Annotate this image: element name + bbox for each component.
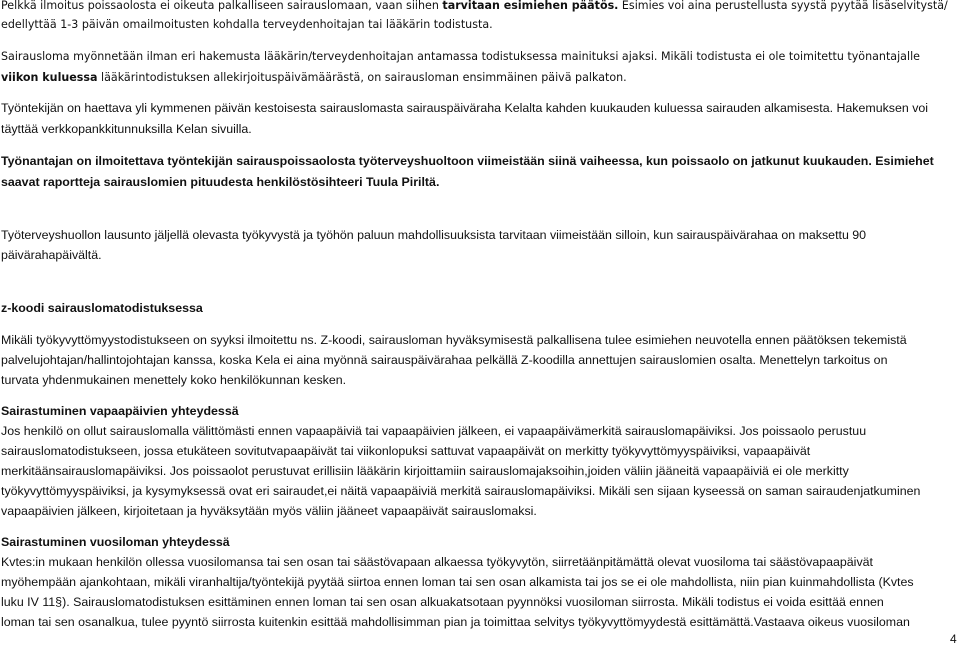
paragraph-line: Työntekijän on haettava yli kymmenen päivän kestoisesta sairauslomasta sairauspäiväraha Kelalta kahden kuukauden kuluessa sairauden alkamisesta. Hakemuksen voi bbox=[1, 101, 929, 115]
paragraph-line: saavat raportteja sairauslomien pituudesta henkilöstösihteeri Tuula Piriltä. bbox=[1, 175, 440, 189]
paragraph-line: Työterveyshuollon lausunto jäljellä olevasta työkyvystä ja työhön paluun mahdollisuuksista tarvitaan viimeistään silloin, kun sairauspäivärahaa on maksettu 90 bbox=[1, 228, 867, 242]
section-heading: Sairastuminen vuosiloman yhteydessä bbox=[1, 535, 230, 549]
paragraph-line bbox=[1, 70, 627, 85]
paragraph-line: työkyvyttömyyspäiviksi, ja kysymyksessä ovat eri sairaudet,ei näitä vapaapäiviä merkitä sairauslomapäiviksi. Mikäli sen sijaan kyseessä on saman sairaudenjatkuminen bbox=[1, 484, 921, 498]
paragraph-line: turvata yhdenmukainen menettely koko henkilökunnan kesken. bbox=[1, 373, 347, 387]
paragraph-line: Kvtes:in mukaan henkilön ollessa vuosilomansa tai sen osan tai säästövapaan alkaessa työkyvytön, siirretäänpitämättä olevat vuosiloma tai säästövapaapäivät bbox=[1, 555, 873, 569]
paragraph-line: sairauslomatodistukseen, jossa etukäteen sovitutvapaapäivät tai viikonlopuksi sattuvat vapaapäivät on merkitty työkyvyttömyyspäiviksi, vapaapäivät bbox=[1, 444, 811, 458]
paragraph-line: luku IV 11§). Sairauslomatodistuksen esittäminen ennen loman tai sen osan alkuakatsotaan pyynnöksi vuosiloman siirrosta. Mikäli todistus ei voida esittää ennen bbox=[1, 595, 884, 609]
page-number: 4 bbox=[950, 632, 957, 646]
paragraph-line: Mikäli työkyvyttömyystodistukseen on syyksi ilmoitettu ns. Z-koodi, sairausloman hyväksymisestä palkallisena tulee esimiehen neuvotella ennen päätöksen tekemistä bbox=[1, 333, 907, 347]
paragraph-line: Työnantajan on ilmoitettava työntekijän sairauspoissaolosta työterveyshuoltoon viimeistään siinä vaiheessa, kun poissaolo on jatkunut kuukauden. Esimiehet bbox=[1, 154, 934, 168]
paragraph-line: loman tai sen osanalkua, tulee pyyntö siirrosta kuitenkin esittää mahdollisimman pian ja toimittaa selvitys työkyvyttömyydestä esittämättä.Vastaava oikeus vuosiloman bbox=[1, 615, 910, 629]
paragraph-line: edellyttää 1-3 päivän omailmoitusten kohdalla terveydenhoitajan tai lääkärin todistusta. bbox=[1, 18, 493, 31]
section-heading: Sairastuminen vapaapäivien yhteydessä bbox=[1, 404, 239, 418]
paragraph-line: Jos henkilö on ollut sairauslomalla välittömästi ennen vapaapäiviä tai vapaapäivien jälkeen, ei vapaapäivämerkitä sairauslomapäiviksi. Jos poissaolo perustuu bbox=[1, 424, 867, 438]
paragraph-line: myöhempään ajankohtaan, mikäli viranhaltija/työntekijä pyytää siirtoa ennen loman tai sen osan alkamista tai jos se ei ole mahdollista, niin pian kuinmahdollista (Kvtes bbox=[1, 575, 914, 589]
text-span: lääkärintodistuksen allekirjoituspäivämäärästä, on sairausloman ensimmäinen päivä palkaton. bbox=[97, 71, 627, 84]
text-span: Esimies voi aina perustellusta syystä pyytää lisäselvitystä/ bbox=[618, 0, 948, 12]
paragraph-line: merkitäänsairauslomapäiviksi. Jos poissaolot perustuvat erillisiin lääkärin kirjoittamiin sairauslomajaksoihin,joiden väliin jääneitä vapaapäiviä ei ole merkitty bbox=[1, 464, 849, 478]
text-span: Pelkkä ilmoitus poissaolosta ei oikeuta palkalliseen sairauslomaan, vaan siihen bbox=[1, 0, 443, 12]
bold-text-span: viikon kuluessa bbox=[1, 71, 98, 84]
bold-text-span: tarvitaan esimiehen päätös. bbox=[442, 0, 619, 12]
paragraph-line: palvelujohtajan/hallintojohtajan kanssa, koska Kela ei aina myönnä sairauspäivärahaa pelkällä Z-koodilla annettujen sairauslomien osalta. Menettelyn tarkoitus on bbox=[1, 353, 888, 367]
paragraph-line: päivärahapäivältä. bbox=[1, 248, 102, 262]
paragraph-line: vapaapäivien jälkeen, kirjoitetaan ja hyväksytään myös väliin jääneet vapaapäivät sairauslomaksi. bbox=[1, 504, 537, 518]
paragraph-line: Sairausloma myönnetään ilman eri hakemusta lääkärin/terveydenhoitajan antamassa todistuksessa mainituksi ajaksi. Mikäli todistusta ei ole toimitettu työnantajalle bbox=[1, 50, 920, 63]
paragraph-line bbox=[1, 0, 948, 13]
section-heading: z-koodi sairauslomatodistuksessa bbox=[1, 301, 203, 315]
paragraph-line: täyttää verkkopankkitunnuksilla Kelan sivuilla. bbox=[1, 122, 252, 136]
